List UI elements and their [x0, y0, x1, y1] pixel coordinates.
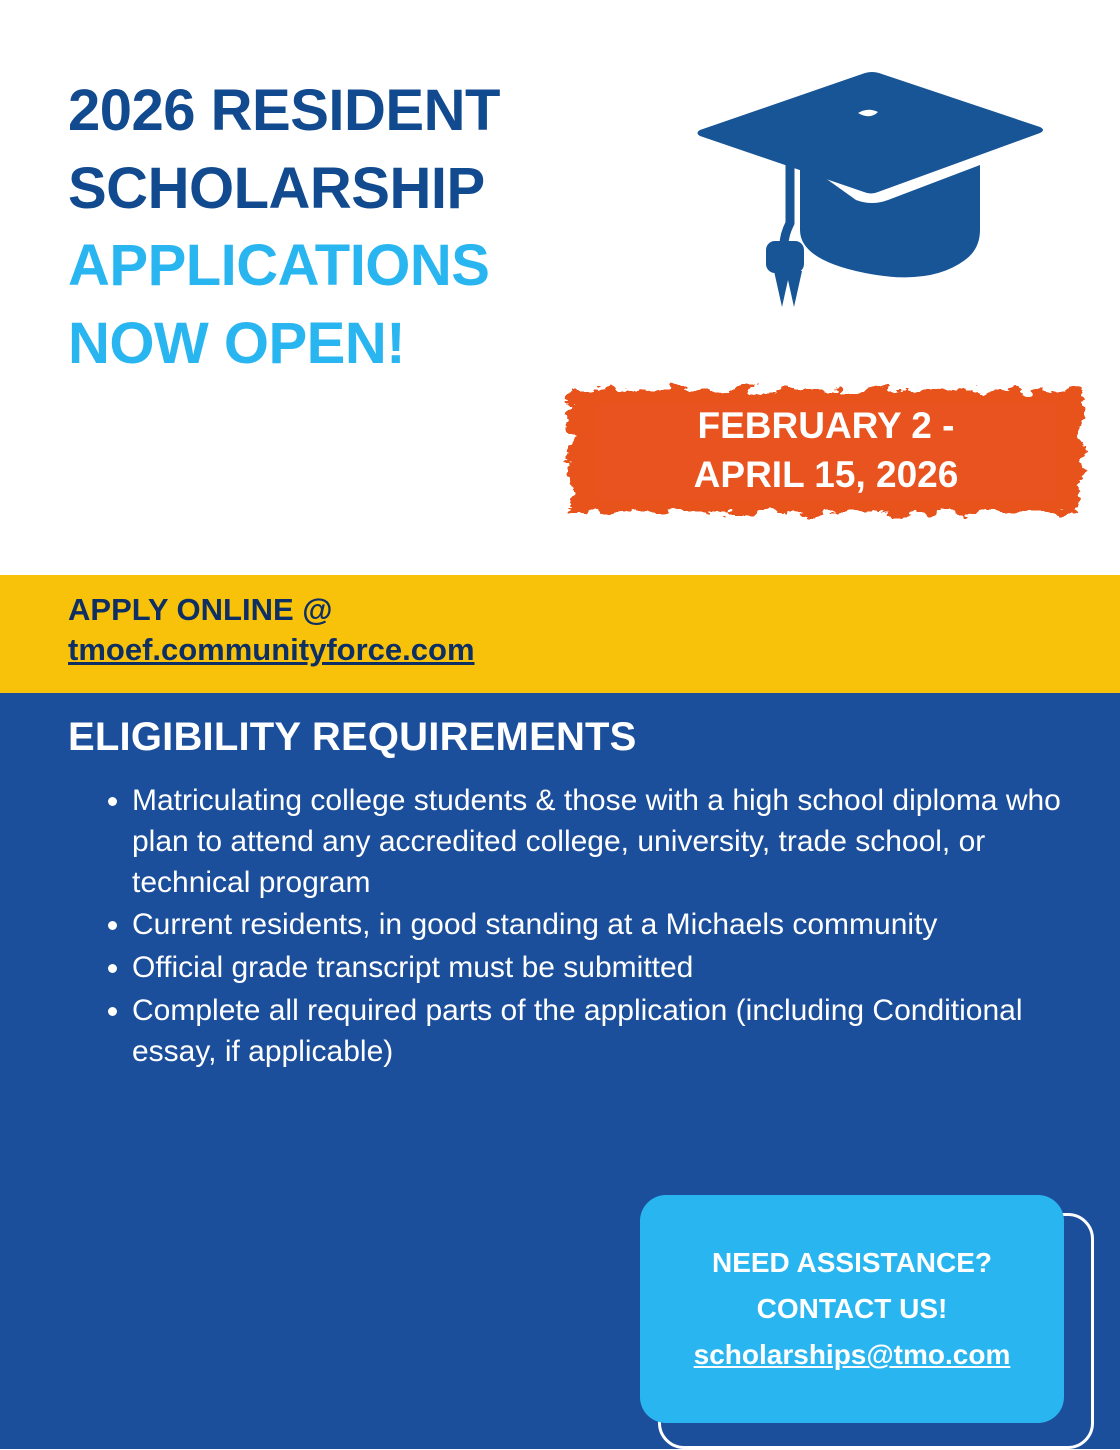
date-line-1: FEBRUARY 2 - — [697, 405, 955, 447]
list-item: • Matriculating college students & those with a high school diploma who plan to attend any accredited college, university, trade school, or technical program — [132, 781, 1102, 903]
contact-line-2: CONTACT US! — [756, 1293, 948, 1324]
header-section — [0, 0, 1120, 575]
headline-line-4: NOW OPEN! — [68, 311, 406, 377]
date-banner — [556, 378, 1096, 524]
apply-online-label: APPLY ONLINE @ — [68, 592, 333, 627]
contact-line-1: NEED ASSISTANCE? — [711, 1247, 993, 1278]
apply-online-text — [68, 590, 475, 669]
date-range — [556, 378, 1096, 524]
eligibility-list — [96, 781, 1102, 1075]
eligibility-title: ELIGIBILITY REQUIREMENTS — [68, 715, 637, 759]
date-line-2: APRIL 15, 2026 — [693, 454, 959, 495]
apply-online-url[interactable]: tmoef.communityforce.com — [68, 631, 475, 667]
headline-line-3: APPLICATIONS — [68, 233, 490, 299]
graduation-cap-icon — [690, 55, 1050, 325]
contact-card — [640, 1195, 1064, 1423]
contact-card-wrapper — [640, 1195, 1100, 1450]
list-item: • Official grade transcript must be submitted — [132, 948, 1102, 989]
headline-line-2: SCHOLARSHIP — [68, 155, 485, 221]
list-item: • Complete all required parts of the application (including Conditional essay, if applicable) — [132, 991, 1102, 1073]
list-item: • Current residents, in good standing at a Michaels community — [132, 905, 1102, 946]
apply-online-bar — [0, 575, 1120, 693]
page-title — [68, 72, 668, 383]
headline-line-1: 2026 RESIDENT — [68, 78, 500, 143]
contact-email[interactable]: scholarships@tmo.com — [693, 1339, 1011, 1370]
